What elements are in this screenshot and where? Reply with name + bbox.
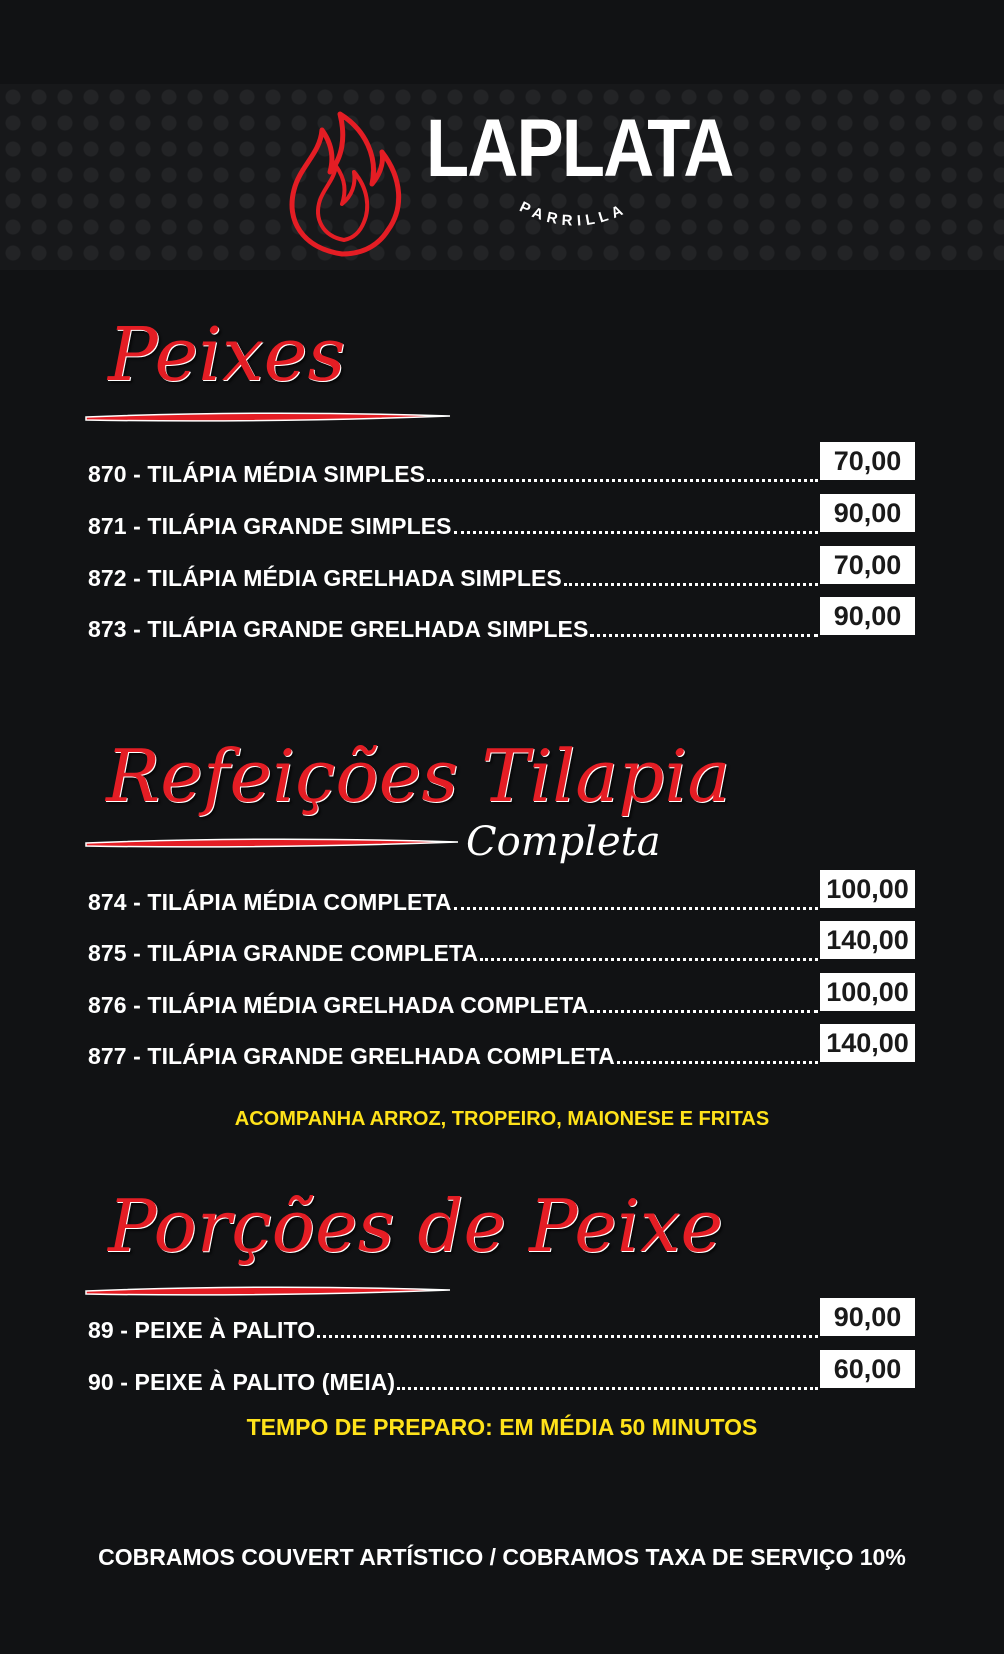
menu-item-label: 90 - PEIXE À PALITO (MEIA) [88,1369,396,1395]
leader-dots [454,906,818,910]
menu-item-871 [88,506,818,540]
leader-dots [590,1009,818,1013]
menu-item-label: 876 - TILÁPIA MÉDIA GRELHADA COMPLETA [88,992,589,1018]
menu-item-label: 872 - TILÁPIA MÉDIA GRELHADA SIMPLES [88,565,562,591]
menu-item-876 [88,985,818,1019]
side-dishes-note: ACOMPANHA ARROZ, TROPEIRO, MAIONESE E FRITAS [234,1108,770,1130]
section-title-peixes: Peixes [108,312,346,398]
svg-text:PARRILLA [517,198,630,229]
menu-item-872 [88,558,818,592]
menu-item-875 [88,933,818,967]
prep-time-note: TEMPO DE PREPARO: EM MÉDIA 50 MINUTOS [246,1414,758,1440]
menu-item-label: 875 - TILÁPIA GRANDE COMPLETA [88,940,479,966]
menu-item-870 [88,454,818,488]
menu-item-874 [88,882,818,916]
price-box: 140,00 [820,1024,915,1062]
menu-item-label: 89 - PEIXE À PALITO [88,1317,316,1343]
leader-dots [480,957,818,961]
menu-item-877 [88,1036,818,1070]
price-box: 90,00 [820,494,915,532]
brand-subtitle-text: PARRILLA [516,198,631,230]
leader-dots [617,1060,818,1064]
section-title-porcoes: Porções de Peixe [108,1184,724,1268]
menu-item-90 [88,1362,818,1396]
price-box: 70,00 [820,546,915,584]
menu-item-label: 873 - TILÁPIA GRANDE GRELHADA SIMPLES [88,616,589,642]
leader-dots [317,1334,818,1338]
price-box: 70,00 [820,442,915,480]
price-box: 100,00 [820,870,915,908]
title-underline-peixes [82,408,454,424]
leader-dots [590,633,818,637]
menu-item-label: 871 - TILÁPIA GRANDE SIMPLES [88,513,452,539]
menu-item-label: 874 - TILÁPIA MÉDIA COMPLETA [88,889,452,915]
menu-item-label: 877 - TILÁPIA GRANDE GRELHADA COMPLETA [88,1043,615,1069]
title-underline-refeicoes [82,834,462,850]
menu-item-89 [88,1310,818,1344]
price-box: 90,00 [820,597,915,635]
price-box: 100,00 [820,973,915,1011]
price-box: 60,00 [820,1350,915,1388]
leader-dots [397,1386,818,1390]
footer-charges-note: COBRAMOS COUVERT ARTÍSTICO / COBRAMOS TAXA DE SERVIÇO 10% [98,1544,906,1570]
flame-logo-icon [280,108,410,258]
leader-dots [454,530,818,534]
section-subtitle-completa: Completa [466,819,661,865]
price-box: 140,00 [820,921,915,959]
brand-name: LAPLATA [426,103,733,194]
leader-dots [564,582,818,586]
menu-item-873 [88,609,818,643]
price-box: 90,00 [820,1298,915,1336]
menu-item-label: 870 - TILÁPIA MÉDIA SIMPLES [88,461,426,487]
leader-dots [427,478,818,482]
section-title-refeicoes: Refeições Tilapia [106,734,731,818]
brand-subtitle [505,198,645,248]
title-underline-porcoes [82,1282,454,1298]
